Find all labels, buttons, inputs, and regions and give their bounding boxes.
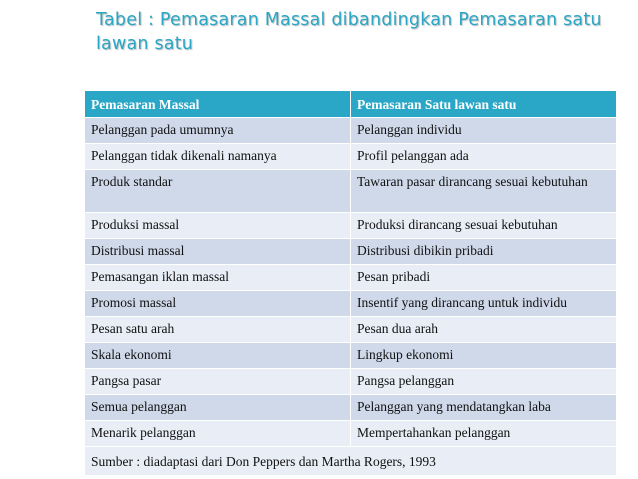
header-mass-marketing: Pemasaran Massal bbox=[85, 91, 351, 118]
table-cell-one-to-one: Pelanggan individu bbox=[351, 118, 617, 144]
table-cell-one-to-one: Pesan pribadi bbox=[351, 265, 617, 291]
slide-title-line-1: Tabel : Pemasaran Massal dibandingkan Pemasaran satu bbox=[96, 10, 602, 30]
slide-title bbox=[96, 8, 616, 56]
table-cell-one-to-one: Tawaran pasar dirancang sesuai kebutuhan bbox=[351, 170, 617, 213]
table-row bbox=[85, 343, 617, 369]
table-cell-mass: Skala ekonomi bbox=[85, 343, 351, 369]
table-cell-one-to-one: Pesan dua arah bbox=[351, 317, 617, 343]
table-row bbox=[85, 118, 617, 144]
table-cell-one-to-one: Lingkup ekonomi bbox=[351, 343, 617, 369]
slide-title-line-2: lawan satu bbox=[96, 34, 194, 54]
table-cell-mass: Promosi massal bbox=[85, 291, 351, 317]
table-row bbox=[85, 291, 617, 317]
table-cell-mass: Menarik pelanggan bbox=[85, 421, 351, 447]
source-citation: Sumber : diadaptasi dari Don Peppers dan Martha Rogers, 1993 bbox=[85, 447, 617, 476]
comparison-table bbox=[84, 90, 617, 476]
table-cell-one-to-one: Profil pelanggan ada bbox=[351, 144, 617, 170]
table-row bbox=[85, 421, 617, 447]
table-cell-mass: Produk standar bbox=[85, 170, 351, 213]
table-row bbox=[85, 170, 617, 213]
table-header-row bbox=[85, 91, 617, 118]
header-one-to-one-marketing: Pemasaran Satu lawan satu bbox=[351, 91, 617, 118]
table-cell-one-to-one: Produksi dirancang sesuai kebutuhan bbox=[351, 213, 617, 239]
table-cell-one-to-one: Pelanggan yang mendatangkan laba bbox=[351, 395, 617, 421]
table-cell-one-to-one: Mempertahankan pelanggan bbox=[351, 421, 617, 447]
table-row bbox=[85, 369, 617, 395]
table-cell-mass: Pemasangan iklan massal bbox=[85, 265, 351, 291]
table-cell-mass: Pelanggan tidak dikenali namanya bbox=[85, 144, 351, 170]
table-cell-mass: Pelanggan pada umumnya bbox=[85, 118, 351, 144]
table-cell-one-to-one: Insentif yang dirancang untuk individu bbox=[351, 291, 617, 317]
table-row bbox=[85, 144, 617, 170]
table-cell-mass: Semua pelanggan bbox=[85, 395, 351, 421]
table-row bbox=[85, 265, 617, 291]
table-source-row bbox=[85, 447, 617, 476]
table-cell-mass: Pesan satu arah bbox=[85, 317, 351, 343]
table-cell-mass: Distribusi massal bbox=[85, 239, 351, 265]
table-cell-one-to-one: Distribusi dibikin pribadi bbox=[351, 239, 617, 265]
table-cell-one-to-one: Pangsa pelanggan bbox=[351, 369, 617, 395]
table-cell-mass: Pangsa pasar bbox=[85, 369, 351, 395]
table-row bbox=[85, 317, 617, 343]
table-row bbox=[85, 395, 617, 421]
table-row bbox=[85, 239, 617, 265]
table-row bbox=[85, 213, 617, 239]
table-cell-mass: Produksi massal bbox=[85, 213, 351, 239]
